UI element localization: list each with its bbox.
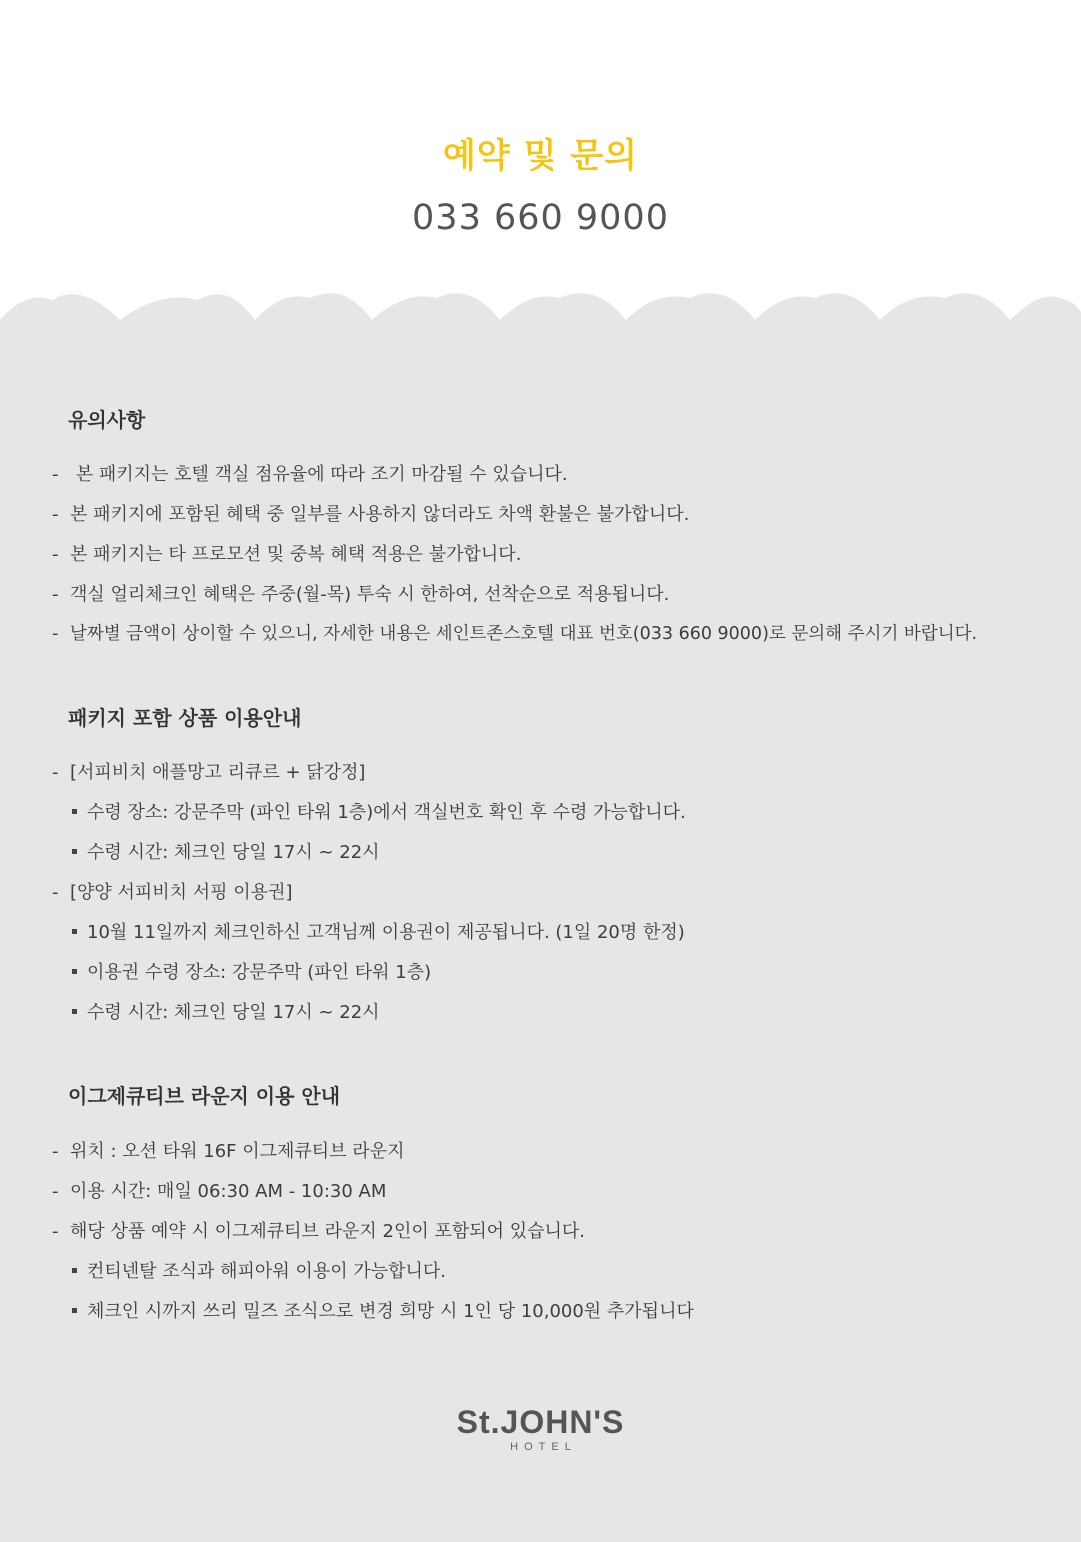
package-sub-item: 이용권 수령 장소: 강문주막 (파인 타워 1층) [72,958,431,984]
contact-phone[interactable]: 033 660 9000 [412,198,669,238]
notice-title: 유의사항 [68,408,146,432]
notice-item: - 본 패키지에 포함된 혜택 중 일부를 사용하지 않더라도 차액 환불은 불가합니다. [52,504,690,525]
package-group-title: - [서피비치 애플망고 리큐르 + 닭강정] [52,762,366,783]
notice-item: - 본 패키지는 타 프로모션 및 중복 혜택 적용은 불가합니다. [52,544,522,565]
contact-header [0,0,1081,300]
bullet-icon [72,969,77,974]
bullet-icon [72,849,77,854]
lounge-item: - 위치 : 오션 타워 16F 이그제큐티브 라운지 [52,1141,405,1162]
bullet-icon [72,929,77,934]
lounge-item: - 해당 상품 예약 시 이그제큐티브 라운지 2인이 포함되어 있습니다. [52,1221,586,1242]
logo-sub-text: HOTEL [510,1441,577,1453]
hotel-logo [0,1406,1081,1453]
logo-main-text: St.JOHN'S [456,1404,625,1440]
wave-divider [0,290,1081,340]
package-sub-item: 수령 시간: 체크인 당일 17시 ~ 22시 [72,998,380,1024]
package-sub-item: 10월 11일까지 체크인하신 고객님께 이용권이 제공됩니다. (1일 20명 한정) [72,918,685,944]
package-sub-item: 수령 장소: 강문주막 (파인 타워 1층)에서 객실번호 확인 후 수령 가능합니다. [72,798,686,824]
lounge-sub-item: 체크인 시까지 쓰리 밀즈 조식으로 변경 희망 시 1인 당 10,000원 추가됩니다 [72,1297,694,1323]
notice-item: - 객실 얼리체크인 혜택은 주중(월-목) 투숙 시 한하여, 선착순으로 적용됩니다. [52,584,670,605]
notice-item: - 본 패키지는 호텔 객실 점유율에 따라 조기 마감될 수 있습니다. [52,464,568,485]
lounge-sub-item: 컨티넨탈 조식과 해피아워 이용이 가능합니다. [72,1257,446,1283]
lounge-title: 이그제큐티브 라운지 이용 안내 [68,1084,341,1108]
bullet-icon [72,1009,77,1014]
package-title: 패키지 포함 상품 이용안내 [68,706,302,730]
notice-item: - 날짜별 금액이 상이할 수 있으니, 자세한 내용은 세인트존스호텔 대표 번호(033 660 9000)로 문의해 주시기 바랍니다. [52,624,978,644]
contact-title: 예약 및 문의 [443,136,638,176]
package-group-title: - [양양 서피비치 서핑 이용권] [52,882,293,903]
bullet-icon [72,809,77,814]
bullet-icon [72,1308,77,1313]
bullet-icon [72,1268,77,1273]
package-sub-item: 수령 시간: 체크인 당일 17시 ~ 22시 [72,838,380,864]
lounge-item: - 이용 시간: 매일 06:30 AM - 10:30 AM [52,1181,387,1202]
